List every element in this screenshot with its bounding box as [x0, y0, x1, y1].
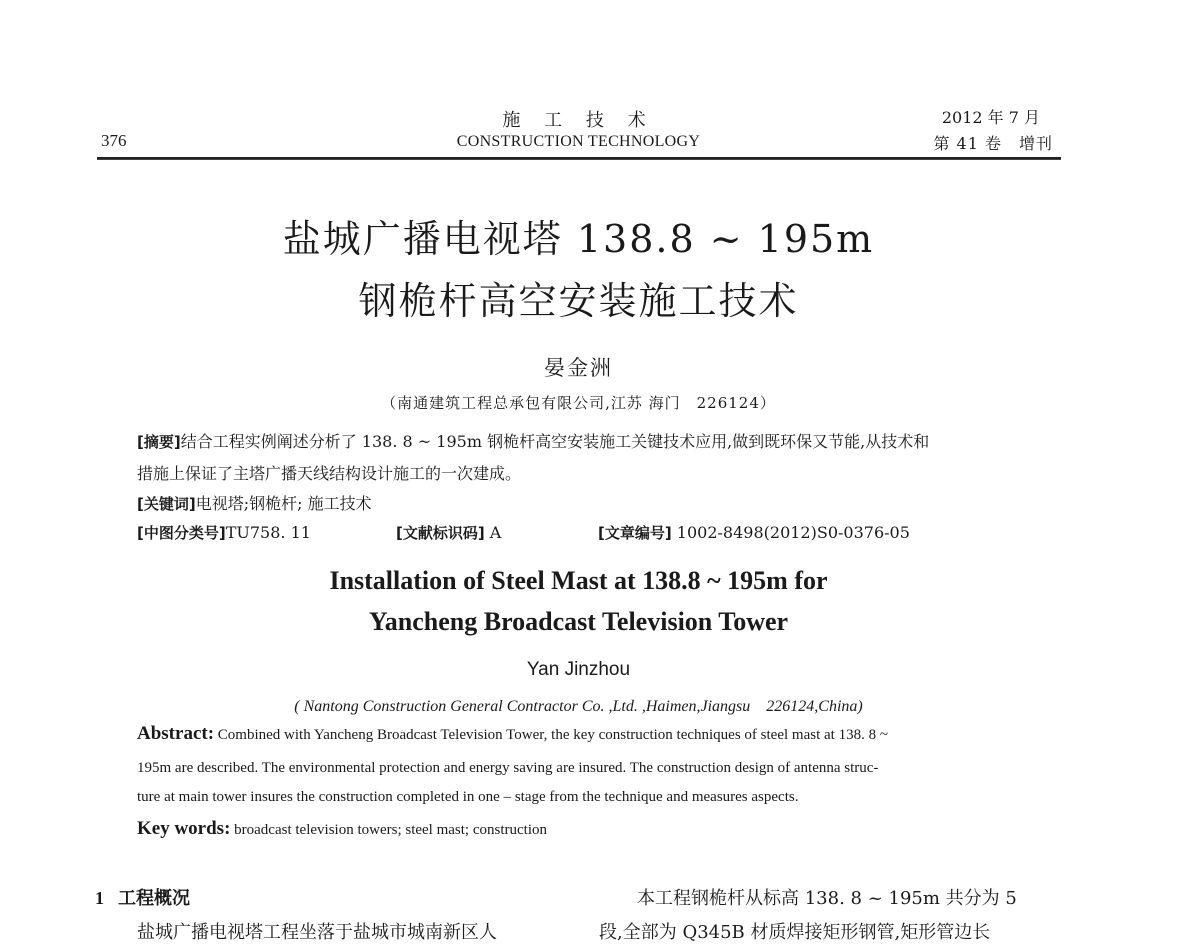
author-en: Yan Jinzhou — [526, 659, 631, 680]
affiliation-cn: （南通建筑工程总承包有限公司,江苏 海门 226124） — [381, 394, 776, 412]
paper-title-en-line2: Yancheng Broadcast Television Tower — [368, 607, 789, 636]
paper-title-cn-line1: 盐城广播电视塔 138.8 ~ 195m — [282, 217, 875, 261]
clc-number — [137, 522, 311, 543]
document-code-value: A — [484, 523, 502, 542]
abstract-en-line1 — [137, 723, 888, 745]
abstract-en-text-3: ture at main tower insures the construction completed in one – stage from the technique and measures aspects. — [137, 789, 799, 805]
abstract-cn-text-1: 结合工程实例阐述分析了 138. 8 ~ 195m 钢桅杆高空安装施工关键技术应用,做到既环保又节能,从技术和 — [180, 432, 930, 451]
issue-date: 2012 年 7 月 — [941, 108, 1040, 127]
article-id-label: [文章编号] — [598, 524, 672, 542]
article-id-value: 1002-8498(2012)S0-0376-05 — [671, 523, 910, 542]
abstract-en-label: Abstract: — [137, 723, 215, 744]
volume-info: 第 41 卷 增刊 — [933, 134, 1053, 153]
affiliation-en: ( Nantong Construction General Contractor Co. ,Ltd. ,Haimen,Jiangsu 226124,China) — [294, 698, 863, 715]
article-id — [598, 522, 910, 543]
abstract-en-text-2: 195m are described. The environmental protection and energy saving are insured. The construction design of antenna struc- — [137, 760, 879, 776]
body-text-right-1: 本工程钢桅杆从标高 138. 8 ~ 195m 共分为 5 — [637, 888, 1017, 909]
abstract-en-text-1: Combined with Yancheng Broadcast Television Tower, the key construction techniques of steel mast at 138. 8 ~ — [214, 727, 888, 743]
paper-title-cn-line2: 钢桅杆高空安装施工技术 — [358, 279, 799, 323]
abstract-cn-label: [摘要] — [137, 433, 181, 451]
paper-title-en-line1: Installation of Steel Mast at 138.8 ~ 195m for — [329, 566, 828, 595]
clc-value: TU758. 11 — [225, 523, 311, 542]
keywords-en — [137, 818, 547, 840]
keywords-cn-label: [关键词] — [137, 495, 196, 513]
section-number: 1 — [95, 888, 104, 908]
journal-title-en: CONSTRUCTION TECHNOLOGY — [456, 133, 701, 150]
keywords-en-text: broadcast television towers; steel mast; construction — [230, 822, 547, 838]
keywords-cn — [137, 491, 372, 514]
page-number: 376 — [101, 131, 127, 150]
section-title: 工程概况 — [118, 888, 190, 909]
abstract-cn-line1 — [137, 429, 929, 452]
section-heading — [95, 884, 190, 910]
body-text-left: 盐城广播电视塔工程坐落于盐城市城南新区人 — [137, 922, 497, 943]
keywords-en-label: Key words: — [137, 818, 231, 839]
document-code — [396, 522, 501, 543]
author-cn: 晏金洲 — [544, 356, 613, 380]
body-text-right-2: 段,全部为 Q345B 材质焊接矩形钢管,矩形管边长 — [599, 922, 991, 943]
keywords-cn-text: 电视塔;钢桅杆; 施工技术 — [195, 494, 372, 513]
abstract-cn-text-2: 措施上保证了主塔广播天线结构设计施工的一次建成。 — [137, 464, 522, 483]
document-code-label: [文献标识码] — [396, 524, 485, 542]
journal-title-cn: 施 工 技 术 — [502, 110, 655, 131]
header-rule — [97, 157, 1061, 160]
clc-label: [中图分类号] — [137, 524, 226, 542]
